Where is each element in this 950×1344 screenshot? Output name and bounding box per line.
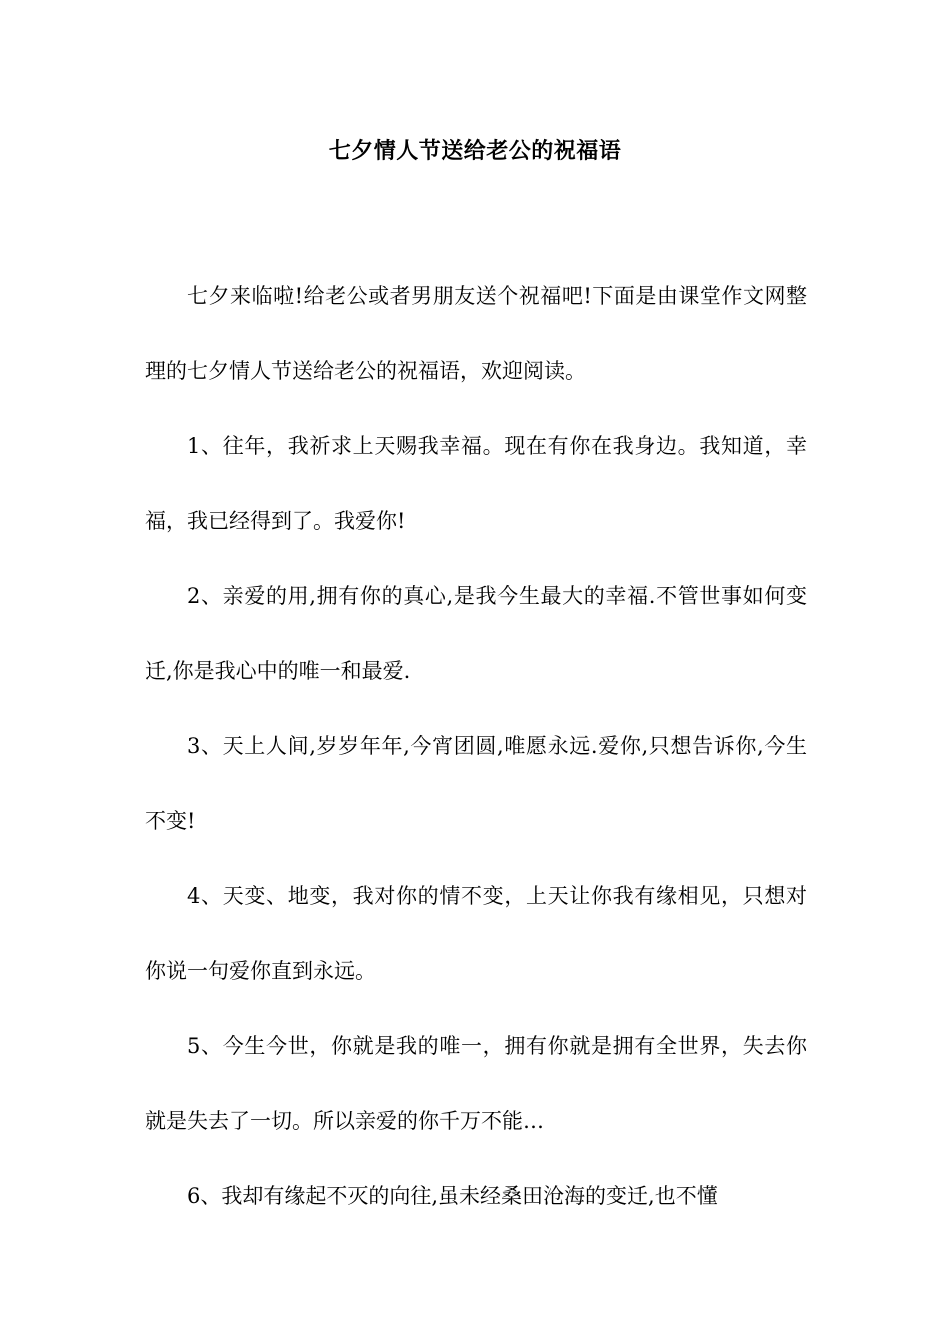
blessing-paragraph-2: 2、亲爱的用,拥有你的真心,是我今生最大的幸福.不管世事如何变迁,你是我心中的唯一和最爱.	[145, 584, 807, 683]
document-body	[145, 259, 807, 1234]
blessing-paragraph-4: 4、天变、地变，我对你的情不变，上天让你我有缘相见，只想对你说一句爱你直到永远。	[145, 884, 807, 983]
blessing-paragraph-3: 3、天上人间,岁岁年年,今宵团圆,唯愿永远.爱你,只想告诉你,今生不变!	[145, 734, 807, 833]
blessing-paragraph-1: 1、往年，我祈求上天赐我幸福。现在有你在我身边。我知道，幸福，我已经得到了。我爱你!	[145, 434, 807, 533]
blessing-paragraph-5: 5、今生今世，你就是我的唯一，拥有你就是拥有全世界，失去你就是失去了一切。所以亲爱的你千万不能…	[145, 1034, 807, 1133]
document-title: 七夕情人节送给老公的祝福语	[328, 139, 622, 164]
intro-paragraph: 七夕来临啦!给老公或者男朋友送个祝福吧!下面是由课堂作文网整理的七夕情人节送给老公的祝福语，欢迎阅读。	[145, 284, 807, 383]
blessing-paragraph-6: 6、我却有缘起不灭的向往,虽未经桑田沧海的变迁,也不懂	[187, 1184, 718, 1208]
